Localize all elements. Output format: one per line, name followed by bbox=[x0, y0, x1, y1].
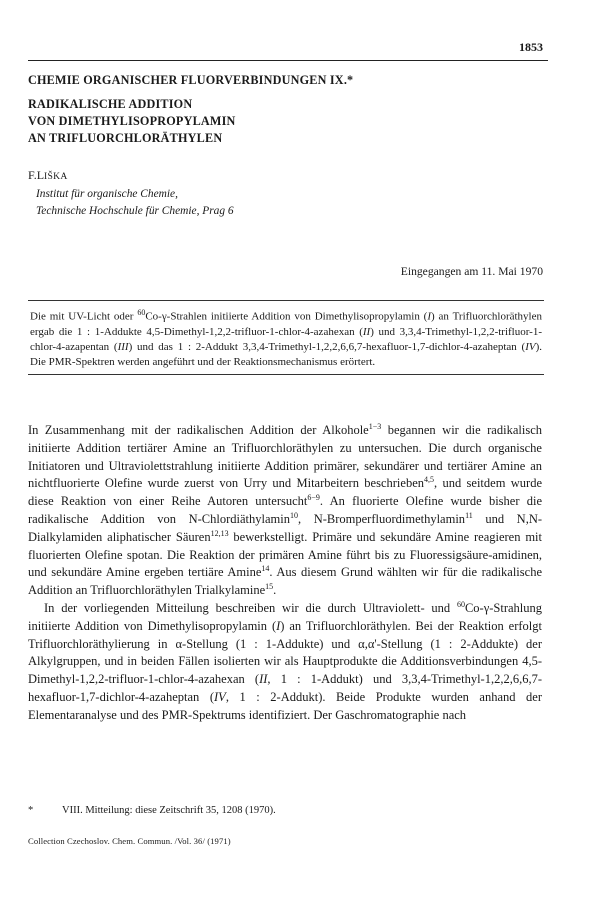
series-title bbox=[28, 72, 548, 89]
affiliation bbox=[36, 186, 234, 220]
received-date: Eingegangen am 11. Mai 1970 bbox=[400, 265, 543, 278]
title-line-1: CHEMIE ORGANISCHER FLUORVERBINDUNGEN IX.* bbox=[28, 73, 354, 87]
title-line-2: RADIKALISCHE ADDITION bbox=[28, 97, 193, 111]
abstract: Die mit UV-Licht oder $^{60}$Co-γ-Strahlen initiierte Addition von Dimethylisopropylamin (I) an Trifluorchloräthylen ergab die 1 : 1-Addukte 4,5-Dimethyl-1,2,2-trifluor-1-chlor-4-azahexan (II) und 3,3,4-Trimethyl-1,2,2-trifluor-1-chlor-4-azapentan (III) und das 1 : 2-Addukt 3,3,4-Trimethyl-1,2,2,6,6,7-hexafluor-1,7-dichlor-4-azaheptan (IV). Die PMR-Spektren werden angeführt und der Reaktionsmechanismus erörtert. bbox=[28, 300, 544, 375]
footnote bbox=[28, 805, 276, 816]
author: F.LIŠKA bbox=[28, 168, 68, 182]
footnote-text: VIII. Mitteilung: diese Zeitschrift 35, 1208 (1970). bbox=[62, 805, 276, 816]
affiliation-line-1: Institut für organische Chemie, bbox=[36, 188, 178, 200]
journal-citation: Collection Czechoslov. Chem. Commun. /Vol. 36/ (1971) bbox=[28, 836, 231, 846]
paragraph-2: In der vorliegenden Mitteilung beschreiben wir die durch Ultraviolett- und $^{60}$Co-γ-Strahlung initiierte Addition von Dimethylisopropylamin (I) an Trifluorchloräthylen. Bei der Reaktion erfolgt Trifluorchloräthylierung in α-Stellung (1 : 1-Addukte) und α,α'-Stellung (1 : 2-Addukte) der Alkylgruppen, und in beiden Fällen isolierten wir als Hauptprodukte die Additionsverbindungen 4,5-Dimethyl-1,2,2-trifluor-1-chlor-4-azahexan (II, 1 : 1-Addukt) und 3,3,4-Trimethyl-1,2,2,6,6,7-hexafluor-1,7-dichlor-4-azaheptan (IV, 1 : 2-Addukt). Beide Produkte wurden anhand der Elementaranalyse und des PMR-Spektrums identifiziert. Der Gaschromatographie nach bbox=[28, 599, 543, 722]
title-line-3: VON DIMETHYLISOPROPYLAMIN bbox=[28, 114, 236, 128]
footnote-mark: * bbox=[28, 805, 34, 816]
affiliation-line-2: Technische Hochschule für Chemie, Prag 6 bbox=[36, 205, 234, 217]
article-title bbox=[28, 96, 548, 147]
title-line-4: AN TRIFLUORCHLORÄTHYLEN bbox=[28, 131, 223, 145]
header-rule bbox=[28, 60, 548, 61]
body-text bbox=[28, 422, 542, 725]
paragraph-1: In Zusammenhang mit der radikalischen Addition der Alkohole$^{1-3}$ begannen wir die radikalisch initiierte Addition tertiärer Amine an Trifluorchloräthylen zu untersuchen. Die durch organische Initiatoren und Ultraviolettstrahlung initiierte Addition primärer, sekundärer und tertiärer Amine an nichtfluorierte Olefine wurde zuerst von Urry und Mitarbeitern beschrieben$^{4,5}$, und seitdem wurde diese Reaktion von einer Reihe Autoren untersucht$^{6-9}$. An fluorierte Olefine wurde bisher die radikalische Addition von N-Chlordiäthylamin$^{10}$, N-Bromperfluordimethylamin$^{11}$ und N,N-Dialkylamiden aliphatischer Säuren$^{12,13}$ bewerkstelligt. Primäre und sekundäre Amine reagieren mit fluorierten Olefine spotan. Die Reaktion der primären Amine führt bis zu Fluoressigsäure-amidinen, und sekundäre Amine ergeben tertiäre Amine$^{14}$. Aus diesem Grund wählten wir für die radikalische Addition an Trifluorchloräthylen Trialkylamine$^{15}$. bbox=[28, 422, 543, 598]
page-number: 1853 bbox=[519, 40, 543, 54]
